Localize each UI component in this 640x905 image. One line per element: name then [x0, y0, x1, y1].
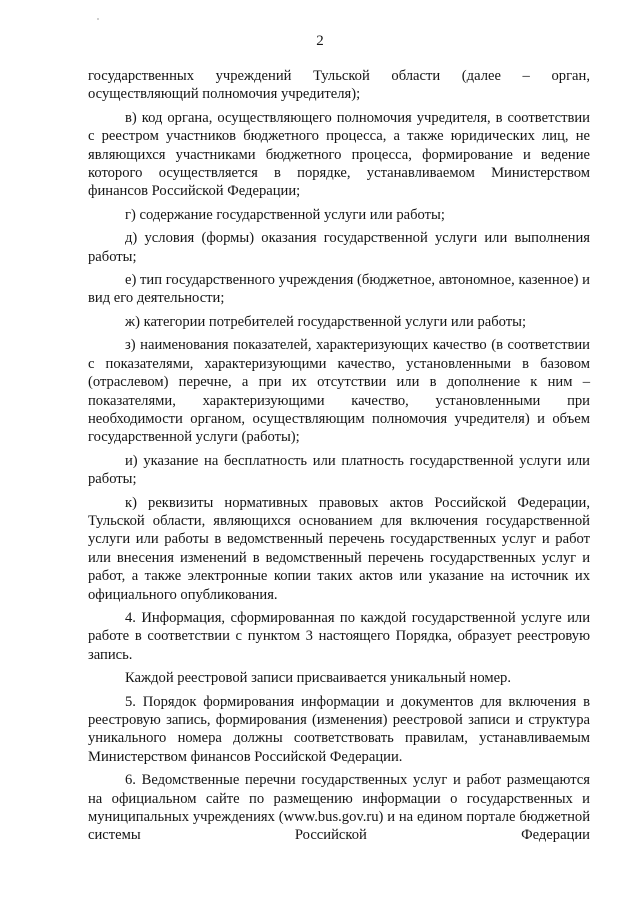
paragraph-clause-4: 4. Информация, сформированная по каждой государственной услуге или работе в соответствии с пунктом 3 настоящего Порядка, образует реестровую запись. — [88, 609, 590, 663]
paragraph-item-e: е) тип государственного учреждения (бюджетное, автономное, казенное) и вид его деятельности; — [88, 272, 590, 307]
paragraph-clause-6: 6. Ведомственные перечни государственных услуг и работ размещаются на официальном сайте по размещению информации о государственных и муниципальных учреждениях (www.bus.gov.ru) и на едином портале бюджетной системы Российской Федерации — [88, 772, 590, 844]
paragraph-item-v: в) код органа, осуществляющего полномочия учредителя, в соответствии с реестром участников бюджетного процесса, а также юридических лиц, не являющихся участниками бюджетного процесса, формирование и ведение которого осуществляется в порядке, устанавливаемом Министерством финансов Российской Федерации; — [88, 109, 590, 200]
paragraph-unique-number: Каждой реестровой записи присваивается уникальный номер. — [125, 670, 511, 687]
paragraph-continuation: государственных учреждений Тульской области (далее – орган, осуществляющий полномочия учредителя); — [88, 68, 590, 103]
paragraph-clause-5: 5. Порядок формирования информации и документов для включения в реестровую запись, формирования (изменения) реестровой записи и структура уникального номера должны соответствовать правилам, устанавливаемым Министерством финансов Российской Федерации. — [88, 693, 590, 765]
page-number: 2 — [316, 33, 324, 49]
paragraph-item-g: г) содержание государственной услуги или работы; — [125, 206, 445, 223]
paragraph-item-k: к) реквизиты нормативных правовых актов Российской Федерации, Тульской области, являющихся основанием для включения государственной услуги или работы в ведомственный перечень государственных услуг и работ или внесения изменений в ведомственный перечень государственных услуг и работ, а также электронные копии таких актов или указание на источник их официального опубликования. — [88, 494, 590, 603]
paragraph-item-z: з) наименования показателей, характеризующих качество (в соответствии с показателями, характеризующими качество, установленными в базовом (отраслевом) перечне, а при их отсутствии или в дополнение к ним – показателями, характеризующими качество, установленными при необходимости органом, осуществляющим полномочия учредителя) и объем государственной услуги (работы); — [88, 337, 590, 446]
paragraph-item-i: и) указание на бесплатность или платность государственной услуги или работы; — [88, 452, 590, 488]
paragraph-item-zh: ж) категории потребителей государственной услуги или работы; — [125, 313, 526, 330]
scan-speck — [97, 18, 99, 20]
document-body — [88, 67, 590, 845]
paragraph-item-d: д) условия (формы) оказания государственной услуги или выполнения работы; — [88, 230, 590, 265]
